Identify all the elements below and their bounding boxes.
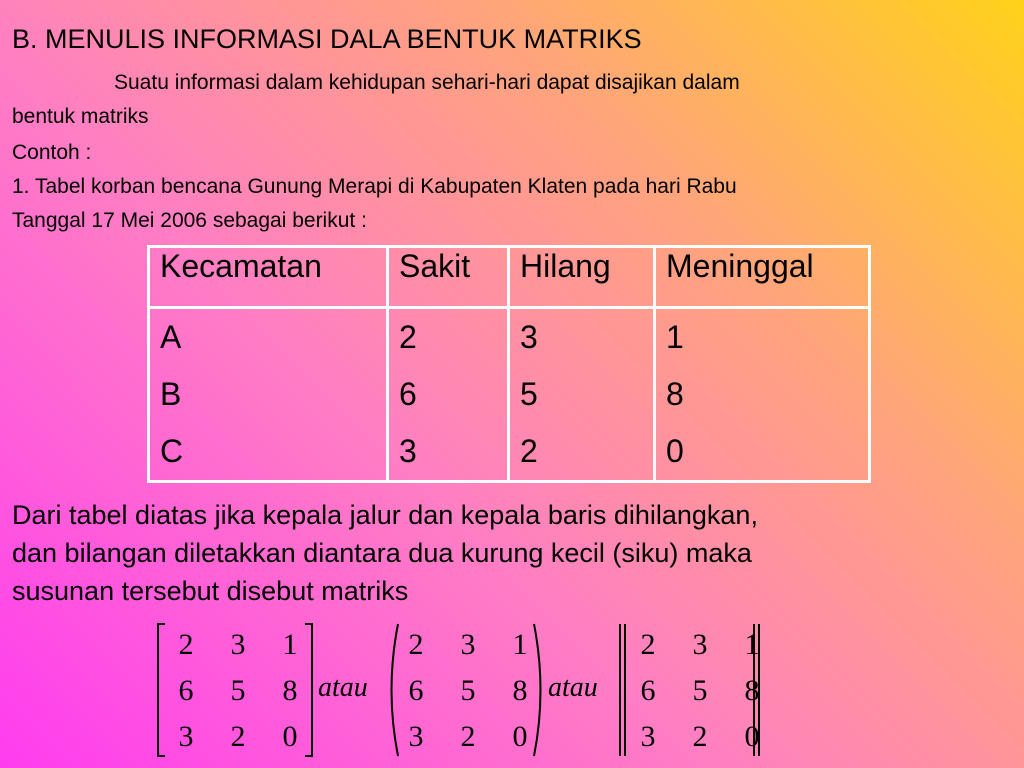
hilang-cell: [509, 308, 655, 482]
victims-table: [147, 245, 871, 483]
explanation-text: [12, 496, 758, 610]
example-line-1: 1. Tabel korban bencana Gunung Merapi di Kabupaten Klaten pada hari Rabu: [12, 175, 737, 198]
matrix-square: [160, 622, 316, 758]
explanation-line-2: dan bilangan diletakkan diantara dua kurung kecil (siku) maka: [12, 538, 752, 568]
cell-value: 2: [520, 433, 538, 469]
matrix-row: [160, 714, 316, 760]
header-sakit: Sakit: [388, 247, 509, 308]
matrix-entry: 5: [460, 674, 476, 707]
meninggal-cell: [655, 308, 870, 482]
explanation-line-1: Dari tabel diatas jika kepala jalur dan kepala baris dihilangkan,: [12, 500, 758, 530]
matrix-entry: 5: [692, 674, 708, 707]
intro-line-2: bentuk matriks: [12, 105, 149, 128]
matrix-entry: 2: [640, 628, 656, 661]
matrix-entry: 3: [178, 720, 194, 753]
matrix-entry: 8: [512, 674, 528, 707]
matrix-entry: 2: [408, 628, 424, 661]
matrix-entry: 1: [282, 628, 298, 661]
matrix-row: [390, 622, 546, 668]
explanation-line-3: susunan tersebut disebut matriks: [12, 576, 409, 606]
matrix-round: [390, 622, 546, 758]
matrix-entry: 2: [230, 720, 246, 753]
matrix-entry: 3: [230, 628, 246, 661]
sakit-cell: [388, 308, 509, 482]
cell-value: 0: [666, 433, 684, 469]
matrix-entry: 1: [744, 628, 760, 661]
matrix-row: [160, 622, 316, 668]
table-header-row: [149, 247, 870, 308]
right-round-bracket: [532, 622, 548, 758]
connector-atau-1: atau: [318, 672, 368, 703]
matrix-entry: 8: [744, 674, 760, 707]
matrix-entry: 0: [512, 720, 528, 753]
matrix-entry: 2: [692, 720, 708, 753]
kecamatan-cell: [149, 308, 388, 482]
cell-value: 5: [520, 376, 538, 412]
cell-value: B: [160, 376, 182, 412]
header-hilang: Hilang: [509, 247, 655, 308]
matrix-entry: 3: [640, 720, 656, 753]
matrix-entry: 3: [408, 720, 424, 753]
example-line-2: Tanggal 17 Mei 2006 sebagai berikut :: [12, 209, 367, 232]
cell-value: 3: [520, 319, 538, 355]
matrix-entry: 6: [640, 674, 656, 707]
matrix-entry: 0: [744, 720, 760, 753]
header-kecamatan: Kecamatan: [149, 247, 388, 308]
matrix-entry: 3: [460, 628, 476, 661]
matrix-entry: 2: [460, 720, 476, 753]
matrix-entry: 6: [408, 674, 424, 707]
cell-value: 6: [399, 376, 417, 412]
cell-value: C: [160, 433, 184, 469]
table-row: [149, 308, 870, 482]
cell-value: 1: [666, 319, 684, 355]
cell-value: A: [160, 319, 182, 355]
matrix-row: [390, 714, 546, 760]
right-double-bar: [752, 622, 762, 758]
cell-value: 3: [399, 433, 417, 469]
matrix-row: [390, 668, 546, 714]
matrix-entry: 8: [282, 674, 298, 707]
matrix-entry: 6: [178, 674, 194, 707]
header-meninggal: Meninggal: [655, 247, 870, 308]
matrix-entry: 2: [178, 628, 194, 661]
intro-line-1: Suatu informasi dalam kehidupan sehari-hari dapat disajikan dalam: [114, 71, 740, 94]
connector-atau-2: atau: [548, 672, 598, 703]
matrix-entry: 1: [512, 628, 528, 661]
right-square-bracket: [303, 622, 315, 758]
slide-heading: B. MENULIS INFORMASI DALA BENTUK MATRIKS: [12, 24, 642, 54]
matrix-entry: 0: [282, 720, 298, 753]
matrix-entry: 5: [230, 674, 246, 707]
example-label: Contoh :: [12, 141, 92, 164]
cell-value: 8: [666, 376, 684, 412]
matrix-row: [160, 668, 316, 714]
matrix-entry: 3: [692, 628, 708, 661]
cell-value: 2: [399, 319, 417, 355]
